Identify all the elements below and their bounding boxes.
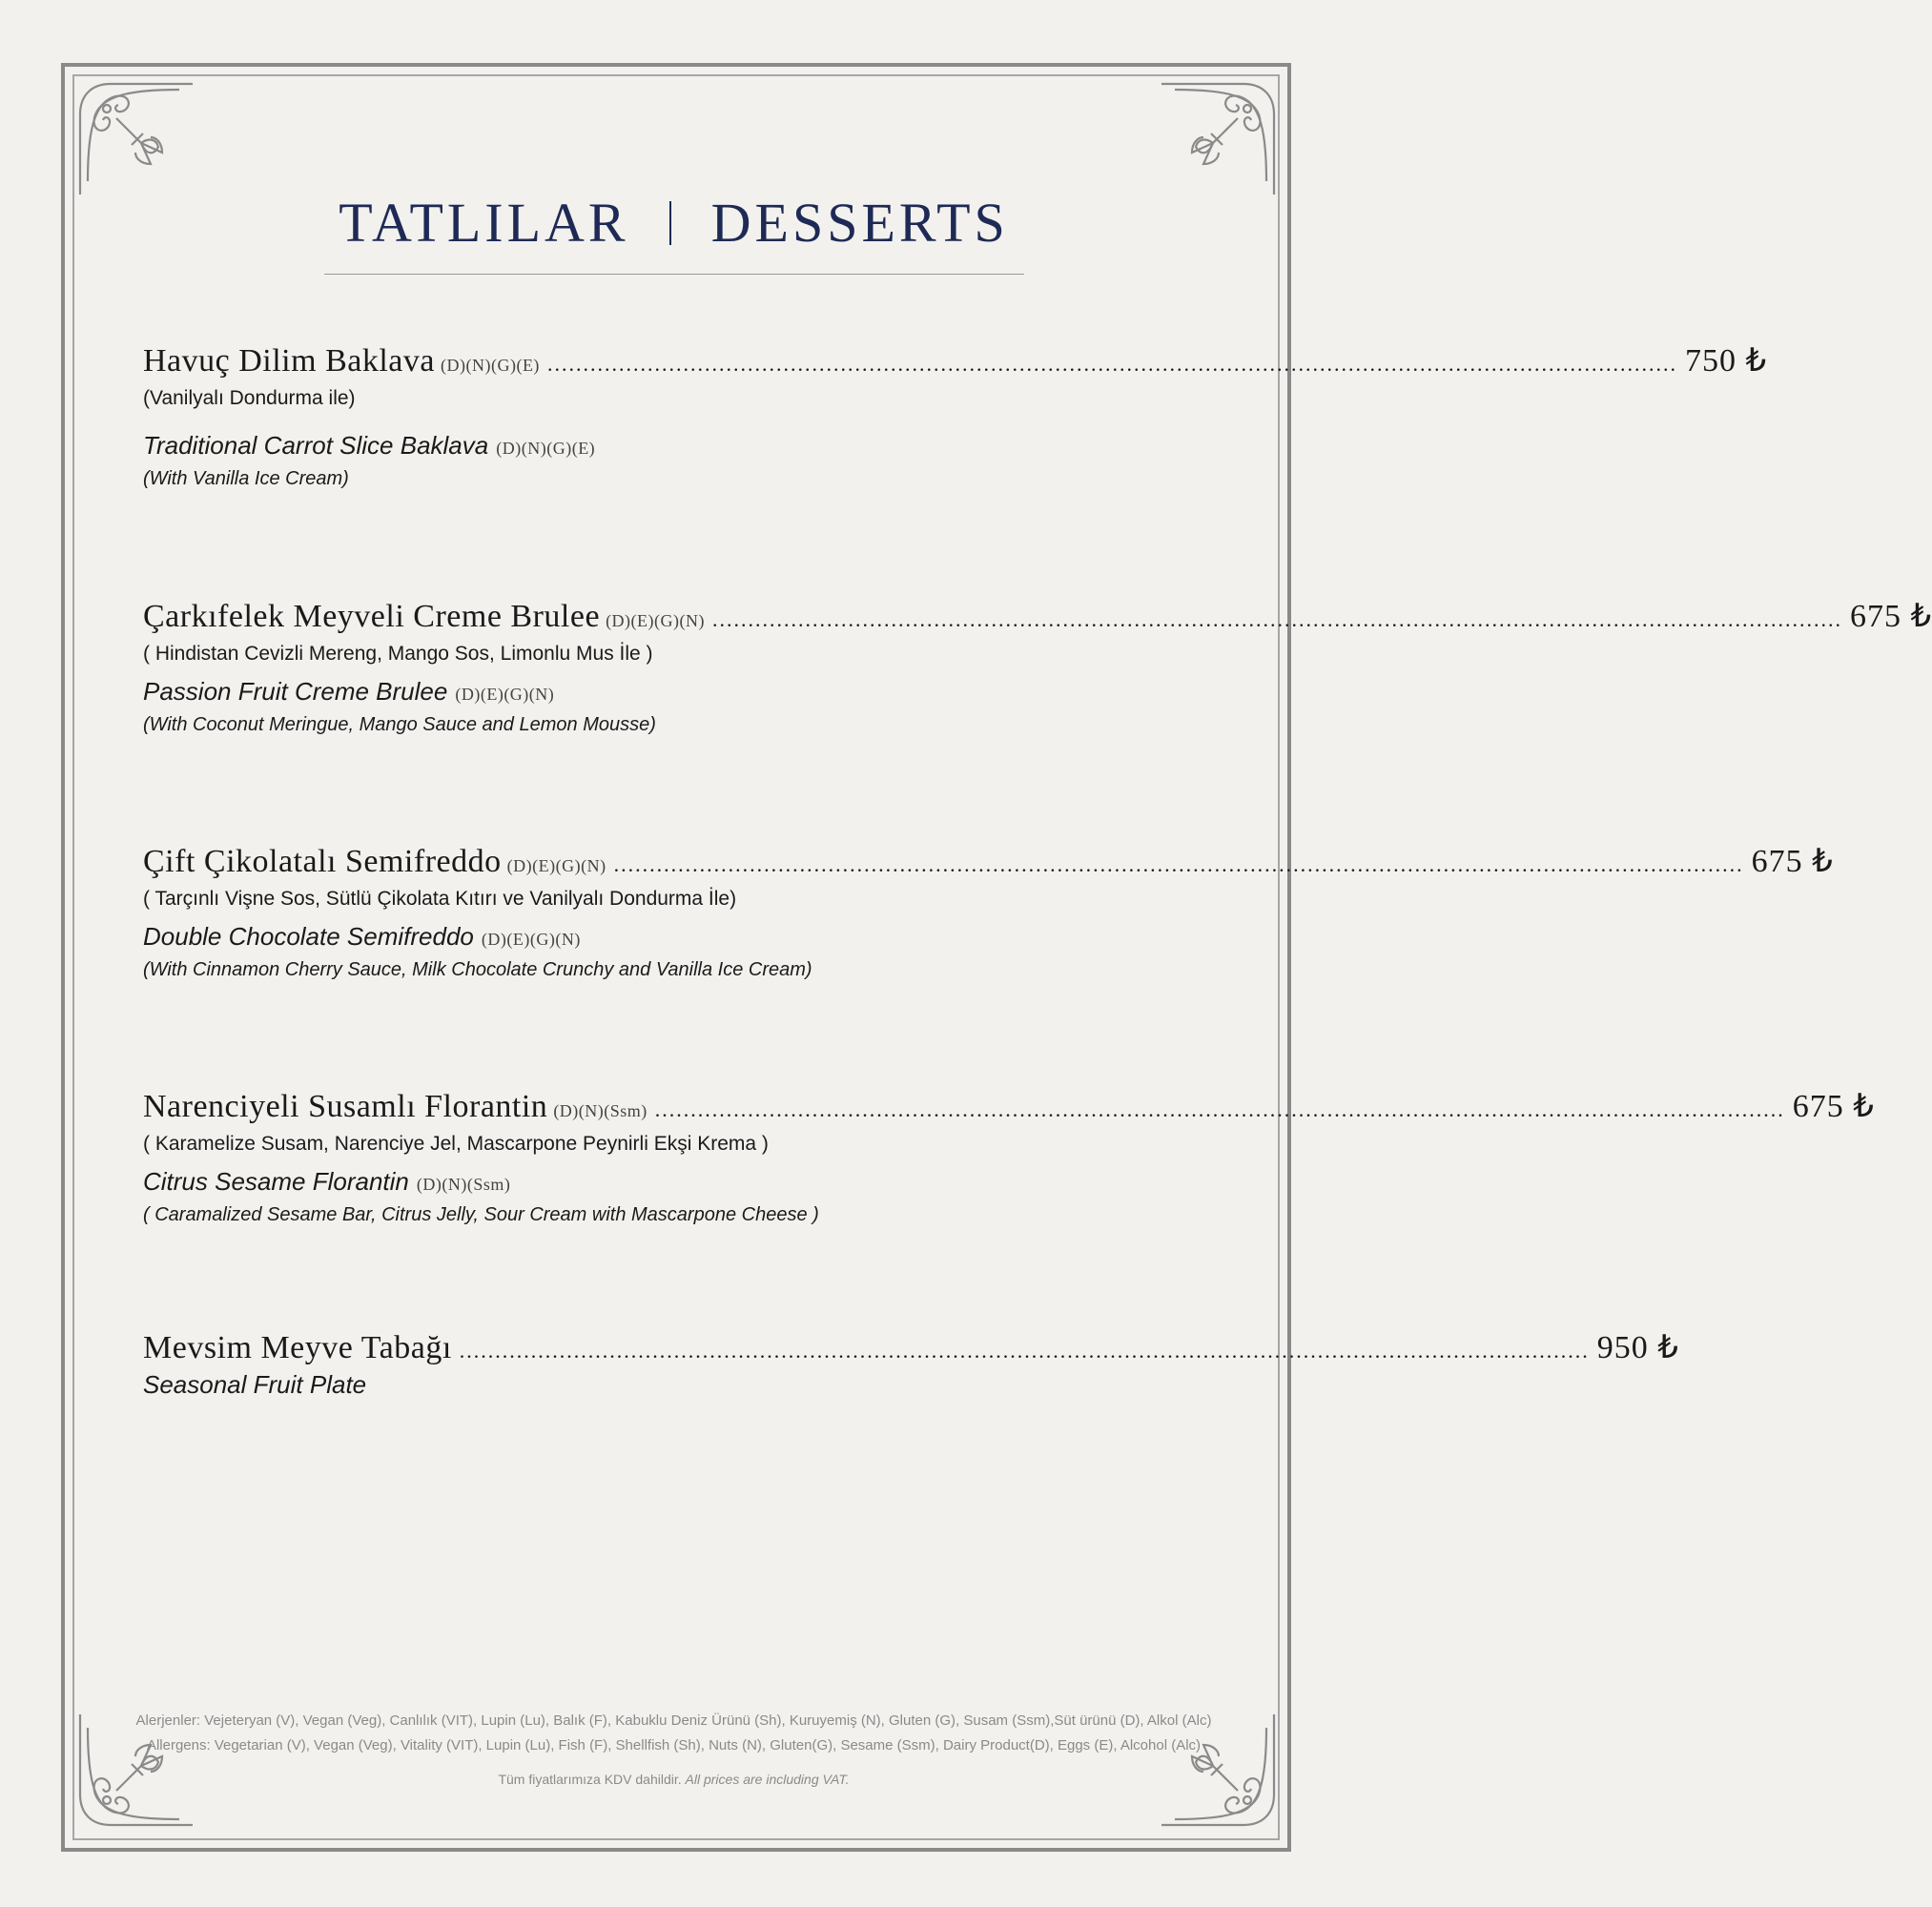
- menu-item-name-english: [143, 922, 1182, 952]
- corner-ornament-icon: [74, 76, 198, 200]
- title-underline: [324, 274, 1024, 275]
- menu-item-description-english: (With Cinnamon Cherry Sauce, Milk Chocolate Crunchy and Vanilla Ice Cream): [143, 959, 812, 980]
- menu-item-price: 675 ₺: [1792, 1089, 1875, 1124]
- menu-item-header: [143, 842, 1834, 880]
- menu-item-description: ( Hindistan Cevizli Mereng, Mango Sos, Limonlu Mus İle ): [143, 643, 653, 665]
- menu-item-name: Çarkıfelek Meyveli Creme Brulee: [143, 599, 601, 634]
- dot-leader: ..............................................................................................................................................................: [546, 352, 1677, 376]
- menu-item: [143, 1087, 1875, 1226]
- menu-item-name: Havuç Dilim Baklava: [143, 343, 435, 379]
- menu-item-header: [143, 597, 1932, 635]
- menu-item-description: ( Karamelize Susam, Narenciye Jel, Mascarpone Peynirli Ekşi Krema ): [143, 1133, 769, 1155]
- menu-item-name: Çift Çikolatalı Semifreddo: [143, 844, 502, 879]
- menu-item-description-english: (With Coconut Meringue, Mango Sauce and Lemon Mousse): [143, 714, 656, 735]
- menu-item-allergens: (D)(E)(G)(N): [506, 856, 606, 875]
- title-divider: [669, 201, 671, 245]
- menu-item-allergens: (D)(E)(G)(N): [606, 611, 706, 630]
- dot-leader: ..............................................................................................................................................................: [613, 852, 1744, 876]
- menu-item-name-english-text: Citrus Sesame Florantin: [143, 1167, 409, 1196]
- corner-ornament-icon: [1156, 76, 1280, 200]
- menu-item: [143, 597, 1932, 736]
- menu-item-name-english: [143, 677, 1182, 707]
- vat-note-english: All prices are including VAT.: [685, 1772, 850, 1787]
- menu-item-allergens-english: (D)(N)(G)(E): [496, 439, 596, 458]
- menu-item-description: (Vanilyalı Dondurma ile): [143, 387, 356, 409]
- menu-item-price: 950 ₺: [1596, 1330, 1679, 1365]
- menu-item-name-english-text: Passion Fruit Creme Brulee: [143, 677, 448, 706]
- allergen-legend-english: Allergens: Vegetarian (V), Vegan (Veg), Vitality (VIT), Lupin (Lu), Fish (F), Shellfish (Sh), Nuts (N), Gluten(G), Sesame (Ssm), Dairy Product(D), Eggs (E), Alcohol (Alc): [146, 1737, 1202, 1753]
- menu-item-description-english: ( Caramalized Sesame Bar, Citrus Jelly, Sour Cream with Mascarpone Cheese ): [143, 1204, 819, 1225]
- menu-item-allergens: (D)(N)(Ssm): [553, 1101, 647, 1120]
- vat-note-turkish: Tüm fiyatlarımıza KDV dahildir.: [498, 1772, 682, 1787]
- allergen-legend-turkish: Alerjenler: Vejeteryan (V), Vegan (Veg), Canlılık (VIT), Lupin (Lu), Balık (F), Kabuklu Deniz Ürünü (Sh), Kuruyemiş (N), Gluten (G), Susam (Ssm),Süt ürünü (D), Alkol (Alc): [135, 1712, 1212, 1729]
- menu-item-name-english: [143, 431, 1182, 461]
- menu-item-price: 675 ₺: [1850, 599, 1932, 634]
- menu-item-name-english: [143, 1167, 1182, 1197]
- menu-item: [143, 341, 1768, 490]
- vat-note: [0, 1772, 1347, 1787]
- menu-item-name: Mevsim Meyve Tabağı: [143, 1330, 452, 1365]
- menu-item-allergens-english: (D)(E)(G)(N): [481, 930, 581, 949]
- menu-item-price: 750 ₺: [1684, 343, 1768, 379]
- menu-item-name: Narenciyeli Susamlı Florantin: [143, 1089, 548, 1124]
- menu-item-name-english-text: Traditional Carrot Slice Baklava: [143, 431, 489, 460]
- menu-item-description-english: (With Vanilla Ice Cream): [143, 468, 349, 489]
- menu-item-allergens: (D)(N)(G)(E): [440, 356, 540, 375]
- menu-item-name-english: [143, 1370, 1182, 1400]
- menu-item-name-english-text: Seasonal Fruit Plate: [143, 1370, 367, 1399]
- dot-leader: ..............................................................................................................................................................: [712, 607, 1843, 631]
- menu-item-header: [143, 1087, 1875, 1125]
- menu-item: [143, 842, 1834, 981]
- menu-item: [143, 1328, 1679, 1400]
- title-english: DESSERTS: [710, 192, 1009, 254]
- menu-item-allergens-english: (D)(N)(Ssm): [416, 1175, 511, 1194]
- title-turkish: TATLILAR: [339, 192, 629, 254]
- menu-item-description: ( Tarçınlı Vişne Sos, Sütlü Çikolata Kıtırı ve Vanilyalı Dondurma İle): [143, 888, 737, 910]
- menu-item-header: [143, 1328, 1679, 1366]
- page-title: [0, 191, 1347, 255]
- menu-item-name-english-text: Double Chocolate Semifreddo: [143, 922, 474, 951]
- dot-leader: ..............................................................................................................................................................: [459, 1339, 1590, 1363]
- dot-leader: ..............................................................................................................................................................: [654, 1097, 1785, 1121]
- menu-item-allergens-english: (D)(E)(G)(N): [455, 685, 555, 704]
- menu-item-price: 675 ₺: [1751, 844, 1834, 879]
- menu-item-header: [143, 341, 1768, 379]
